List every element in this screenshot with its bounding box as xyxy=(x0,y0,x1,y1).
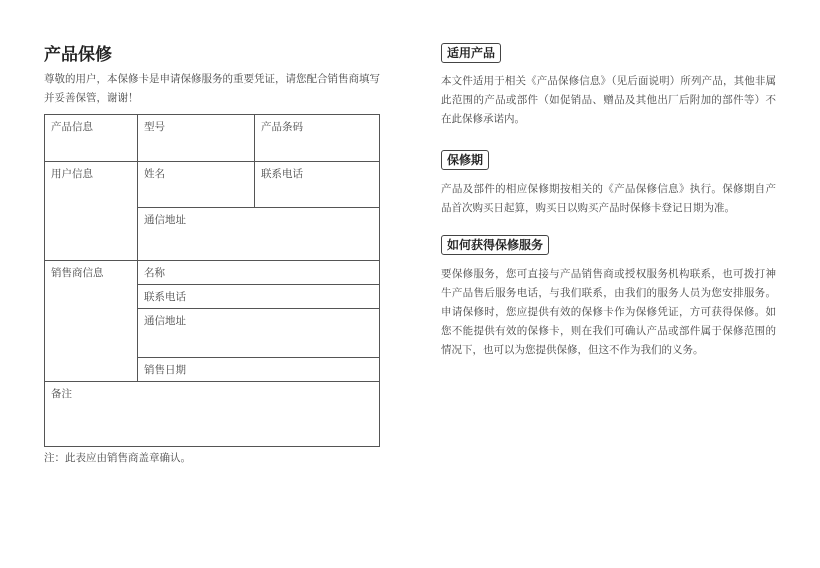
user-name-field: 姓名 xyxy=(138,162,255,208)
dealer-address-field: 通信地址 xyxy=(138,309,380,358)
section-text-how-to-get-service: 要保修服务，您可直接与产品销售商或授权服务机构联系，也可拨打神牛产品售后服务电话，与我们联系，由我们的服务人员为您安排服务。申请保修时，您应提供有效的保修卡作为保修凭证，方可获得保修。如您不能提供有效的保修卡，则在我们可确认产品或部件属于保修范围的情况下，也可以为您提供保修，但这不作为我们的义务。 xyxy=(441,268,776,356)
section-heading-warranty-period: 保修期 xyxy=(441,150,489,170)
user-address-field: 通信地址 xyxy=(138,208,380,261)
dealer-phone-field: 联系电话 xyxy=(138,285,380,309)
sale-date-field: 销售日期 xyxy=(138,358,380,382)
dealer-name-field: 名称 xyxy=(138,261,380,285)
page-title: 产品保修 xyxy=(44,45,112,65)
user-phone-field: 联系电话 xyxy=(255,162,380,208)
section-text-warranty-period: 产品及部件的相应保修期按相关的《产品保修信息》执行。保修期自产品首次购买日起算，购买日以购买产品时保修卡登记日期为准。 xyxy=(441,183,776,214)
dealer-info-label: 销售商信息 xyxy=(45,261,138,382)
section-heading-how-to-get-service: 如何获得保修服务 xyxy=(441,235,549,255)
section-text-applicable-products: 本文件适用于相关《产品保修信息》（见后面说明）所列产品，其他非属此范围的产品或部件（如促销品、赠品及其他出厂后附加的部件等）不在此保修承诺内。 xyxy=(441,75,776,125)
section-heading-applicable-products: 适用产品 xyxy=(441,43,501,63)
model-field: 型号 xyxy=(138,115,255,162)
footnote: 注：此表应由销售商盖章确认。 xyxy=(44,452,191,464)
intro-text: 尊敬的用户，本保修卡是申请保修服务的重要凭证，请您配合销售商填写并妥善保管，谢谢！ xyxy=(44,73,380,104)
user-info-label: 用户信息 xyxy=(45,162,138,261)
remarks-field: 备注 xyxy=(45,382,380,447)
product-info-label: 产品信息 xyxy=(45,115,138,162)
barcode-field: 产品条码 xyxy=(255,115,380,162)
warranty-form-table xyxy=(44,114,380,447)
